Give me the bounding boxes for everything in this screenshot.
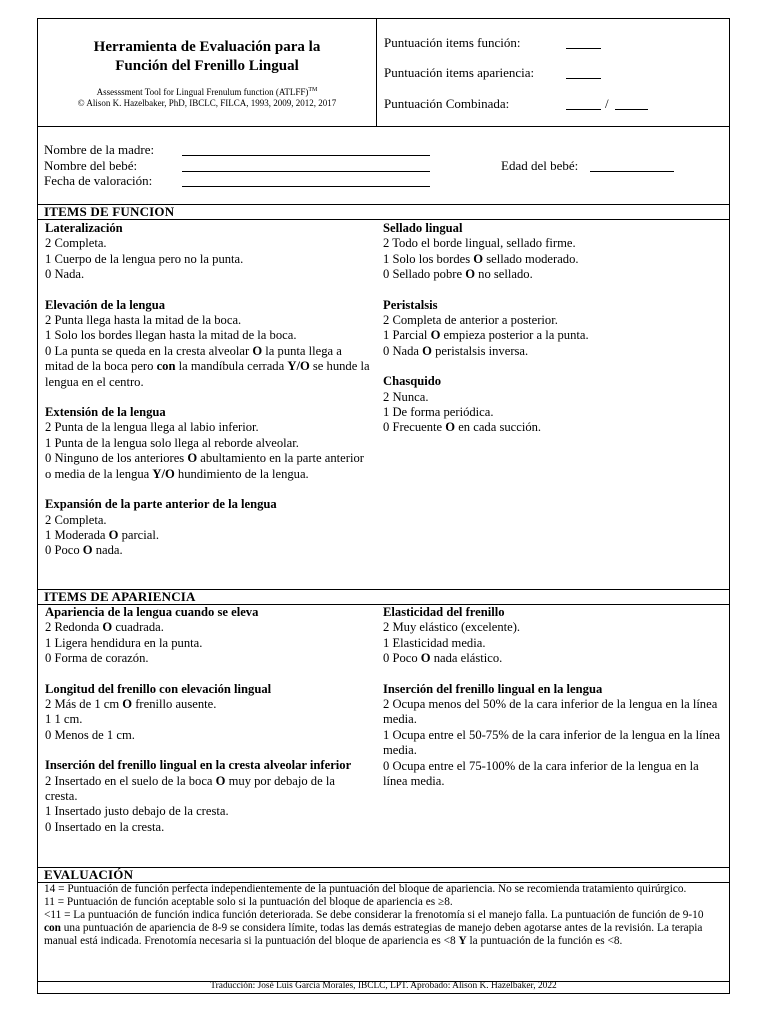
evaluation-line-14: 14 = Puntuación de función perfecta independientemente de la puntuación del bloque de apariencia. No se recomienda tratamiento quirúrgico. (44, 883, 687, 895)
function-criterion (45, 221, 370, 283)
criterion-title: Peristalsis (383, 297, 438, 312)
baby-label: Nombre del bebé: (44, 157, 138, 173)
appearance-criterion (45, 682, 370, 744)
combined-score-field-1[interactable] (566, 98, 601, 110)
function-criterion (383, 298, 723, 360)
criterion-option: 0 Ocupa entre el 75-100% de la cara inferior de la lengua en la línea media. (383, 758, 699, 789)
criterion-option: 0 Menos de 1 cm. (45, 727, 135, 742)
combined-score-field-2[interactable] (615, 98, 648, 110)
appearance-criterion (383, 605, 723, 667)
criterion-title: Chasquido (383, 374, 442, 389)
copyright: © Alison K. Hazelbaker, PhD, IBCLC, FILCA, 1993, 2009, 2012, 2017 (77, 98, 337, 108)
criterion-option: 0 Ninguno de los anteriores O abultamiento en la parte anterior o media de la lengua Y/O hundimiento de la lengua. (45, 451, 364, 481)
criterion-title: Elasticidad del frenillo (383, 605, 505, 619)
function-heading-rule (38, 219, 729, 220)
criterion-option: 1 1 cm. (45, 712, 83, 727)
age-label: Edad del bebé: (501, 158, 579, 173)
criterion-option: 0 Poco O nada. (45, 543, 123, 558)
criterion-title: Inserción del frenillo lingual en la lengua (383, 681, 603, 696)
criterion-title: Extensión de la lengua (45, 405, 166, 420)
combined-score-separator: / (605, 96, 609, 111)
criterion-option: 2 Todo el borde lingual, sellado firme. (383, 236, 576, 251)
criterion-option: 2 Completa. (45, 236, 107, 251)
appearance-heading: ITEMS DE APARIENCIA (44, 589, 196, 604)
function-score-label: Puntuación items función: (384, 35, 521, 50)
appearance-score-field[interactable] (566, 67, 601, 79)
info-labels (44, 142, 154, 189)
criterion-option: 1 Moderada O parcial. (45, 527, 160, 542)
translation-footer: Traducción: José Luis García Morales, IBCLC, LPT. Aprobado: Alison K. Hazelbaker, 2022 (210, 981, 557, 991)
criterion-option: 1 De forma periódica. (383, 405, 494, 420)
mother-label: Nombre de la madre: (44, 142, 155, 157)
combined-score-label: Puntuación Combinada: (384, 96, 510, 111)
criterion-option: 1 Solo los bordes llegan hasta la mitad de la boca. (45, 328, 297, 343)
criterion-option: 2 Redonda O cuadrada. (45, 620, 164, 635)
appearance-criterion (45, 605, 370, 667)
criterion-option: 2 Completa. (45, 512, 107, 527)
appearance-criterion (45, 758, 370, 835)
criterion-option: 0 Sellado pobre O no sellado. (383, 267, 533, 282)
criterion-option: 0 Frecuente O en cada succión. (383, 420, 542, 435)
subtitle-text: Assesssment Tool for Lingual Frenulum function (ATLFF) (96, 87, 309, 97)
evaluation-date-field[interactable] (182, 175, 430, 187)
criterion-option: 0 Insertado en la cresta. (45, 819, 165, 834)
appearance-bottom-rule (38, 867, 729, 868)
appearance-left-column (45, 605, 370, 835)
function-left-column (45, 221, 370, 559)
evaluation-line-lt11: <11 = La puntuación de función indica función deteriorada. Se debe considerar la frenotomía si el manejo falla. La puntuación de función de 9-10 con una puntuación de apariencia de 8-9 se considera límite, todas las demás estrategias de manejo deben agotarse antes de la revisión. La terapia manual está indicada. Frenotomía necesaria si la puntuación del bloque de apariencia es <8 Y la puntuación de la función es <8. (44, 909, 704, 948)
criterion-option: 0 Nada O peristalsis inversa. (383, 343, 529, 358)
criterion-option: 1 Cuerpo de la lengua pero no la punta. (45, 251, 244, 266)
combined-score-row (384, 96, 509, 112)
criterion-option: 1 Punta de la lengua solo llega al reborde alveolar. (45, 435, 299, 450)
evaluation-line-11: 11 = Puntuación de función aceptable solo si la puntuación del bloque de apariencia es ≥8. (44, 896, 453, 909)
criterion-option: 2 Punta llega hasta la mitad de la boca. (45, 313, 242, 328)
function-score-field[interactable] (566, 37, 601, 49)
function-criterion (45, 298, 370, 390)
criterion-option: 1 Parcial O empieza posterior a la punta. (383, 328, 589, 343)
criterion-option: 0 Poco O nada elástico. (383, 651, 503, 666)
title-line-2: Función del Frenillo Lingual (115, 58, 299, 74)
subtitle (38, 84, 376, 98)
baby-name-field[interactable] (182, 160, 430, 172)
criterion-title: Lateralización (45, 221, 123, 235)
evaluation-heading: EVALUACIÓN (44, 867, 134, 882)
criterion-option: 1 Ocupa entre el 50-75% de la cara inferior de la lengua en la línea media. (383, 727, 721, 758)
criterion-option: 0 La punta se queda en la cresta alveolar O la punta llega a mitad de la boca pero con la mandíbula cerrada Y/O se hunde la lengua en el centro. (45, 343, 370, 389)
appearance-score-row (384, 65, 534, 81)
criterion-title: Longitud del frenillo con elevación lingual (45, 681, 272, 696)
function-criterion (383, 221, 723, 283)
trademark: TM (308, 87, 318, 93)
title-line-1: Herramienta de Evaluación para la (93, 39, 321, 55)
function-criterion (45, 405, 370, 482)
criterion-title: Expansión de la parte anterior de la lengua (45, 497, 277, 512)
function-heading: ITEMS DE FUNCION (44, 204, 175, 219)
appearance-score-label: Puntuación items apariencia: (384, 65, 535, 80)
criterion-option: 2 Muy elástico (excelente). (383, 620, 521, 635)
criterion-option: 2 Más de 1 cm O frenillo ausente. (45, 697, 217, 712)
criterion-option: 2 Completa de anterior a posterior. (383, 313, 558, 328)
function-right-column (383, 221, 723, 436)
criterion-option: 2 Insertado en el suelo de la boca O muy por debajo de la cresta. (45, 773, 335, 804)
function-criterion (45, 497, 370, 559)
criterion-title: Inserción del frenillo lingual en la cresta alveolar inferior (45, 758, 352, 773)
criterion-option: 1 Elasticidad media. (383, 635, 486, 650)
appearance-criterion (383, 682, 723, 790)
header-divider (376, 19, 377, 126)
criterion-option: 0 Forma de corazón. (45, 651, 149, 666)
criterion-title: Apariencia de la lengua cuando se eleva (45, 605, 259, 619)
criterion-option: 2 Punta de la lengua llega al labio inferior. (45, 420, 259, 435)
date-label: Fecha de valoración: (44, 173, 153, 188)
criterion-option: 1 Solo los bordes O sellado moderado. (383, 251, 579, 266)
header-bottom-rule (38, 126, 729, 127)
criterion-option: 1 Ligera hendidura en la punta. (45, 635, 203, 650)
appearance-right-column (383, 605, 723, 789)
criterion-option: 0 Nada. (45, 267, 85, 282)
form-title (38, 38, 376, 76)
criterion-option: 2 Nunca. (383, 389, 429, 404)
function-score-row (384, 35, 520, 51)
assessment-form (37, 18, 730, 994)
criterion-option: 2 Ocupa menos del 50% de la cara inferior de la lengua en la línea media. (383, 697, 718, 727)
criterion-option: 1 Insertado justo debajo de la cresta. (45, 804, 229, 819)
mother-name-field[interactable] (182, 144, 430, 156)
criterion-title: Elevación de la lengua (45, 297, 165, 312)
baby-age-field[interactable] (590, 160, 674, 172)
criterion-title: Sellado lingual (383, 221, 463, 235)
function-criterion (383, 374, 723, 436)
evaluation-text (44, 883, 723, 948)
